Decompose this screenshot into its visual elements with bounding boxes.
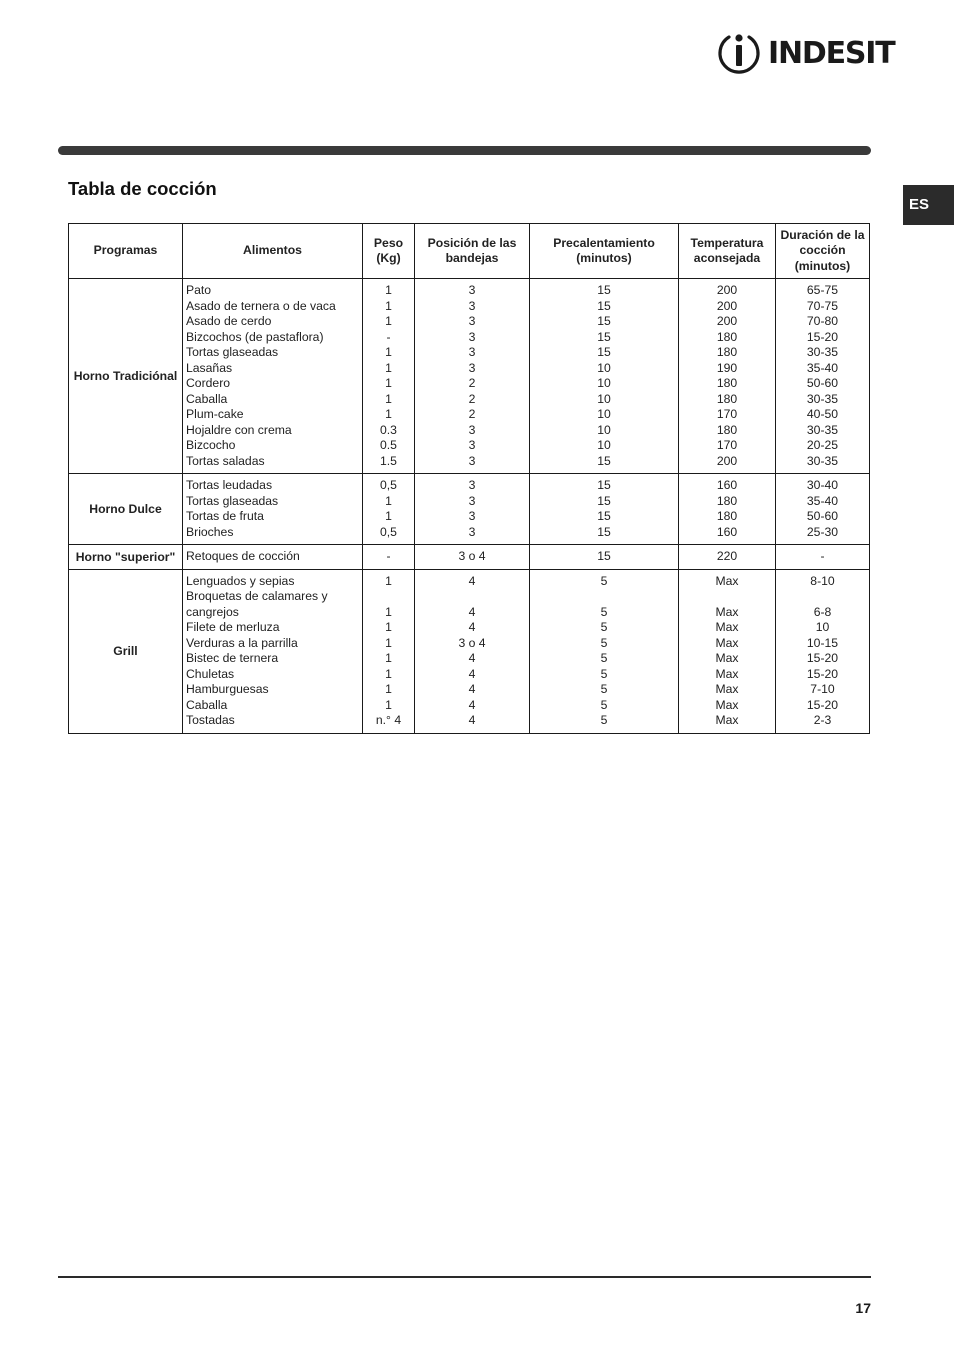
- table-line: 4: [468, 573, 476, 588]
- table-line: 15: [597, 283, 611, 297]
- table-line: 50-60: [806, 509, 839, 523]
- table-line: 3: [468, 329, 476, 344]
- position-cell: [415, 474, 530, 545]
- table-line: Max: [715, 604, 739, 619]
- language-tab: ES: [903, 185, 954, 225]
- table-line: 1: [385, 345, 392, 359]
- table-line: [679, 589, 775, 605]
- table-line: 7-10: [810, 682, 835, 696]
- header-posicion: Posición de las bandejas: [415, 224, 530, 279]
- table-line: 1: [385, 697, 392, 712]
- top-divider: [58, 146, 871, 155]
- table-line: 15: [597, 493, 611, 508]
- header-peso: Peso (Kg): [363, 224, 415, 279]
- table-line: n.° 4: [375, 713, 402, 727]
- table-line: 180: [716, 509, 738, 523]
- table-line: Tortas saladas: [186, 453, 265, 468]
- table-line: 10-15: [806, 635, 839, 650]
- table-line: 3: [468, 478, 476, 492]
- table-line: 3: [468, 509, 476, 523]
- cooking-table: [68, 223, 870, 734]
- table-line: 1: [385, 298, 392, 313]
- table-group-row: [69, 279, 870, 474]
- table-line: 15-20: [806, 666, 839, 681]
- table-line: 4: [468, 620, 476, 634]
- temperature-cell: [679, 279, 776, 474]
- table-line: 1: [385, 376, 392, 390]
- table-line: Verduras a la parrilla: [186, 635, 298, 650]
- table-line: 2: [468, 407, 476, 421]
- table-line: -: [386, 549, 391, 563]
- table-line: 3: [468, 298, 476, 313]
- duration-cell: [776, 279, 870, 474]
- table-line: 15-20: [806, 329, 839, 344]
- bottom-divider: [58, 1276, 871, 1278]
- table-line: 3 o 4: [458, 549, 486, 563]
- duration-cell: [776, 569, 870, 733]
- program-name: Horno Tradiciónal: [69, 279, 183, 474]
- table-line: 170: [716, 438, 738, 452]
- table-line: 180: [716, 493, 738, 508]
- table-line: Brioches: [186, 524, 234, 539]
- table-line: 4: [468, 666, 476, 681]
- table-line: 2-3: [813, 713, 832, 727]
- table-line: Lasañas: [186, 360, 233, 375]
- weight-cell: [363, 474, 415, 545]
- table-line: [415, 589, 529, 605]
- table-line: Tortas de fruta: [186, 509, 264, 523]
- table-line: 3: [468, 360, 476, 375]
- preheat-cell: [530, 545, 679, 570]
- table-line: 180: [716, 329, 738, 344]
- table-line: 15-20: [806, 651, 839, 665]
- table-line: Pato: [186, 283, 212, 297]
- table-line: Bizcochos (de pastaflora): [186, 329, 324, 344]
- table-line: [363, 589, 414, 605]
- header-temperatura: Temperatura aconsejada: [679, 224, 776, 279]
- temperature-cell: [679, 474, 776, 545]
- table-line: 200: [716, 298, 738, 313]
- page-title: Tabla de cocción: [68, 178, 217, 199]
- table-line: 30-40: [806, 478, 839, 492]
- table-line: 1: [385, 314, 392, 328]
- table-line: 20-25: [806, 438, 839, 452]
- page-number: 17: [855, 1300, 871, 1316]
- program-name: Grill: [69, 569, 183, 733]
- table-line: 1: [385, 391, 392, 406]
- table-line: 1: [385, 493, 392, 508]
- table-line: 10: [597, 438, 611, 452]
- table-line: 70-80: [806, 314, 839, 328]
- table-line: 5: [600, 604, 608, 619]
- temperature-cell: [679, 545, 776, 570]
- table-line: 15: [597, 524, 611, 539]
- table-line: 5: [600, 713, 608, 727]
- table-line: 15: [597, 478, 611, 492]
- table-line: 3: [468, 422, 476, 437]
- table-line: Tortas glaseadas: [186, 345, 279, 359]
- table-line: cangrejos: [186, 604, 239, 619]
- table-line: Caballa: [186, 391, 228, 406]
- table-line: 3 o 4: [458, 635, 486, 650]
- table-line: 15: [597, 329, 611, 344]
- preheat-cell: [530, 569, 679, 733]
- table-line: Bizcocho: [186, 438, 236, 452]
- table-line: Filete de merluza: [186, 620, 280, 634]
- table-line: 5: [600, 573, 608, 588]
- table-line: 190: [716, 360, 738, 375]
- table-line: 1: [385, 407, 392, 421]
- header-precalentamiento: Precalentamiento (minutos): [530, 224, 679, 279]
- indesit-i-icon: [716, 31, 762, 77]
- table-line: 15: [597, 549, 611, 563]
- program-name: Horno "superior": [69, 545, 183, 570]
- food-cell: [183, 474, 363, 545]
- table-line: 4: [468, 604, 476, 619]
- table-line: 5: [600, 620, 608, 634]
- table-line: Max: [715, 620, 739, 634]
- table-line: 0.3: [380, 422, 397, 437]
- table-line: 1: [385, 651, 392, 665]
- program-name: Horno Dulce: [69, 474, 183, 545]
- duration-cell: [776, 474, 870, 545]
- table-line: 160: [716, 524, 738, 539]
- table-line: 2: [468, 391, 476, 406]
- table-line: 8-10: [810, 573, 835, 588]
- food-cell: [183, 569, 363, 733]
- table-line: 180: [716, 391, 738, 406]
- table-group-row: [69, 474, 870, 545]
- table-line: 1: [385, 635, 392, 650]
- table-line: 5: [600, 697, 608, 712]
- table-line: 15-20: [806, 697, 839, 712]
- table-line: 15: [597, 509, 611, 523]
- table-line: 3: [468, 438, 476, 452]
- table-line: Tortas leudadas: [186, 478, 273, 492]
- table-line: 4: [468, 682, 476, 696]
- table-line: 10: [597, 360, 611, 375]
- table-line: Max: [715, 666, 739, 681]
- table-line: 35-40: [806, 493, 839, 508]
- preheat-cell: [530, 279, 679, 474]
- table-line: 180: [716, 376, 738, 390]
- table-line: 1: [385, 604, 392, 619]
- table-line: [530, 589, 678, 605]
- food-cell: [183, 545, 363, 570]
- table-line: Hamburguesas: [186, 682, 269, 696]
- table-line: Hojaldre con crema: [186, 422, 292, 437]
- table-line: Max: [715, 635, 739, 650]
- temperature-cell: [679, 569, 776, 733]
- food-cell: [183, 279, 363, 474]
- table-line: 180: [716, 422, 738, 437]
- table-line: 10: [597, 407, 611, 421]
- table-line: -: [386, 329, 391, 344]
- table-line: Max: [715, 682, 739, 696]
- duration-cell: [776, 545, 870, 570]
- table-line: 40-50: [806, 407, 839, 421]
- table-line: 15: [597, 453, 611, 468]
- table-line: 0,5: [380, 524, 397, 539]
- header-alimentos: Alimentos: [183, 224, 363, 279]
- table-line: Plum-cake: [186, 407, 244, 421]
- table-line: 1: [385, 360, 392, 375]
- table-line: 200: [716, 283, 738, 297]
- table-line: 30-35: [806, 345, 839, 359]
- table-line: 30-35: [806, 422, 839, 437]
- table-line: Cordero: [186, 376, 231, 390]
- table-line: Max: [715, 651, 739, 665]
- table-line: 4: [468, 697, 476, 712]
- table-line: 2: [468, 376, 476, 390]
- table-line: 200: [716, 314, 738, 328]
- table-line: 1: [385, 620, 392, 634]
- table-line: Asado de ternera o de vaca: [186, 298, 336, 313]
- table-line: Retoques de cocción: [186, 549, 300, 563]
- table-line: 170: [716, 407, 738, 421]
- table-line: 10: [815, 620, 830, 634]
- table-line: -: [820, 549, 825, 563]
- weight-cell: [363, 569, 415, 733]
- table-line: 10: [597, 376, 611, 390]
- table-line: Bistec de ternera: [186, 651, 279, 665]
- table-line: 3: [468, 283, 476, 297]
- table-line: Caballa: [186, 697, 228, 712]
- brand-name: INDESIT: [768, 36, 895, 71]
- table-line: Lenguados y sepias: [186, 573, 295, 588]
- table-line: 10: [597, 422, 611, 437]
- table-line: Tostadas: [186, 713, 235, 727]
- table-line: 35-40: [806, 360, 839, 375]
- table-line: [776, 589, 869, 605]
- table-line: 10: [597, 391, 611, 406]
- table-line: 1: [385, 682, 392, 696]
- table-line: 3: [468, 493, 476, 508]
- table-line: 0.5: [380, 438, 397, 452]
- table-line: 15: [597, 298, 611, 313]
- table-line: 15: [597, 314, 611, 328]
- table-line: 30-35: [806, 453, 839, 468]
- table-line: 220: [716, 549, 738, 563]
- header-duracion: Duración de la cocción (minutos): [776, 224, 870, 279]
- table-line: 30-35: [806, 391, 839, 406]
- table-group-row: [69, 569, 870, 733]
- table-line: 1.5: [380, 453, 397, 468]
- table-line: 5: [600, 682, 608, 696]
- table-line: 200: [716, 453, 738, 468]
- table-line: 25-30: [806, 524, 839, 539]
- table-line: 3: [468, 524, 476, 539]
- table-line: 5: [600, 651, 608, 665]
- table-line: 180: [716, 345, 738, 359]
- table-line: 65-75: [806, 283, 839, 297]
- weight-cell: [363, 545, 415, 570]
- indesit-logo: [716, 31, 895, 77]
- table-line: 1: [385, 509, 392, 523]
- table-line: 3: [468, 314, 476, 328]
- table-line: 50-60: [806, 376, 839, 390]
- position-cell: [415, 545, 530, 570]
- table-line: 4: [468, 651, 476, 665]
- table-line: Broquetas de calamares y: [186, 589, 328, 603]
- table-line: 1: [385, 573, 392, 588]
- position-cell: [415, 569, 530, 733]
- table-line: 4: [468, 713, 476, 727]
- table-line: 3: [468, 453, 476, 468]
- table-line: Tortas glaseadas: [186, 493, 279, 508]
- position-cell: [415, 279, 530, 474]
- table-line: 1: [385, 283, 392, 297]
- table-group-row: [69, 545, 870, 570]
- table-line: 160: [716, 478, 738, 492]
- table-line: Asado de cerdo: [186, 314, 272, 328]
- table-line: Max: [715, 713, 739, 727]
- table-line: 1: [385, 666, 392, 681]
- table-line: Chuletas: [186, 666, 235, 681]
- table-line: 6-8: [813, 604, 832, 619]
- table-line: 5: [600, 635, 608, 650]
- table-header-row: [69, 224, 870, 279]
- table-line: 3: [468, 345, 476, 359]
- table-line: 70-75: [806, 298, 839, 313]
- preheat-cell: [530, 474, 679, 545]
- table-line: 0,5: [380, 478, 397, 492]
- table-line: 5: [600, 666, 608, 681]
- table-line: Max: [715, 573, 739, 588]
- header-programas: Programas: [69, 224, 183, 279]
- weight-cell: [363, 279, 415, 474]
- table-line: 15: [597, 345, 611, 359]
- table-line: Max: [715, 697, 739, 712]
